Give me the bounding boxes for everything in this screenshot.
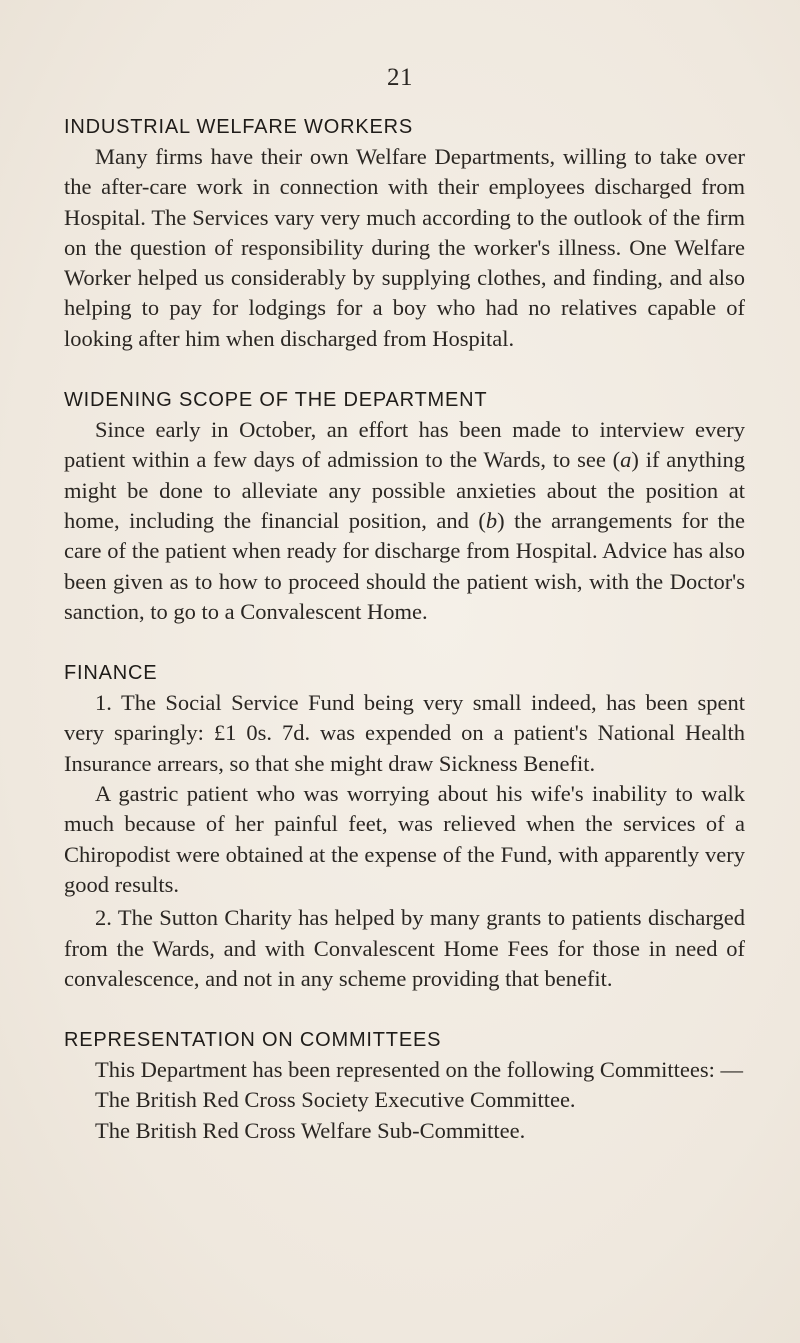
- page-number: 21: [387, 64, 413, 91]
- paragraph-text: ) the arrangements for the care of the patient when ready for discharge from Hospital. Advice has also been given as to how to proceed should the patient wish, with the Doctor's sanction, to go to a Convalescent Home.: [64, 507, 745, 624]
- paragraph: [64, 415, 745, 627]
- paragraph: Many firms have their own Welfare Departments, willing to take over the after-care work in connection with their employees discharged from Hospital. The Services vary very much according to the outlook of the firm on the question of responsibility during the worker's illness. One Welfare Worker helped us considerably by supplying clothes, and finding, and also helping to pay for lodgings for a boy who had no relatives capable of looking after him when discharged from Hospital.: [64, 144, 745, 351]
- committee-item: The British Red Cross Society Executive Committee.: [95, 1087, 576, 1113]
- section-heading: WIDENING SCOPE OF THE DEPARTMENT: [64, 389, 488, 412]
- committee-item: The British Red Cross Welfare Sub-Committee.: [95, 1117, 526, 1143]
- list-label: b: [485, 507, 498, 533]
- list-label: a: [620, 447, 632, 473]
- section-finance: [64, 658, 745, 994]
- paragraph: 2. The Sutton Charity has helped by many grants to patients discharged from the Wards, and with Convalescent Home Fees for those in need of convalescence, and not in any scheme providing that benefit.: [64, 905, 745, 991]
- section-heading: INDUSTRIAL WELFARE WORKERS: [64, 116, 413, 138]
- paragraph: A gastric patient who was worrying about his wife's inability to walk much because of her painful feet, was relieved when the services of a Chiropodist were obtained at the expense of the Fund, with apparently very good results.: [64, 781, 745, 897]
- section-heading: REPRESENTATION ON COMMITTEES: [64, 1029, 442, 1052]
- section-industrial-welfare-workers: [64, 112, 745, 354]
- section-widening-scope: [64, 385, 745, 627]
- paragraph-text: Since early in October, an effort has been made to interview every patient within a few days of admission to the Wards, to see (: [64, 417, 745, 473]
- paragraph-text: ) if anything might be done to alleviate any possible anxieties about the position at home, including the financial position, and (: [64, 447, 745, 533]
- page-content: [64, 112, 745, 1146]
- paragraph: 1. The Social Service Fund being very small indeed, has been spent very sparingly: £1 0s. 7d. was expended on a patient's National Health Insurance arrears, so that she might draw Sickness Benefit.: [64, 690, 745, 776]
- paragraph: This Department has been represented on the following Committees: —: [95, 1057, 743, 1083]
- section-heading: FINANCE: [64, 662, 158, 685]
- section-representation-on-committees: [64, 1025, 745, 1146]
